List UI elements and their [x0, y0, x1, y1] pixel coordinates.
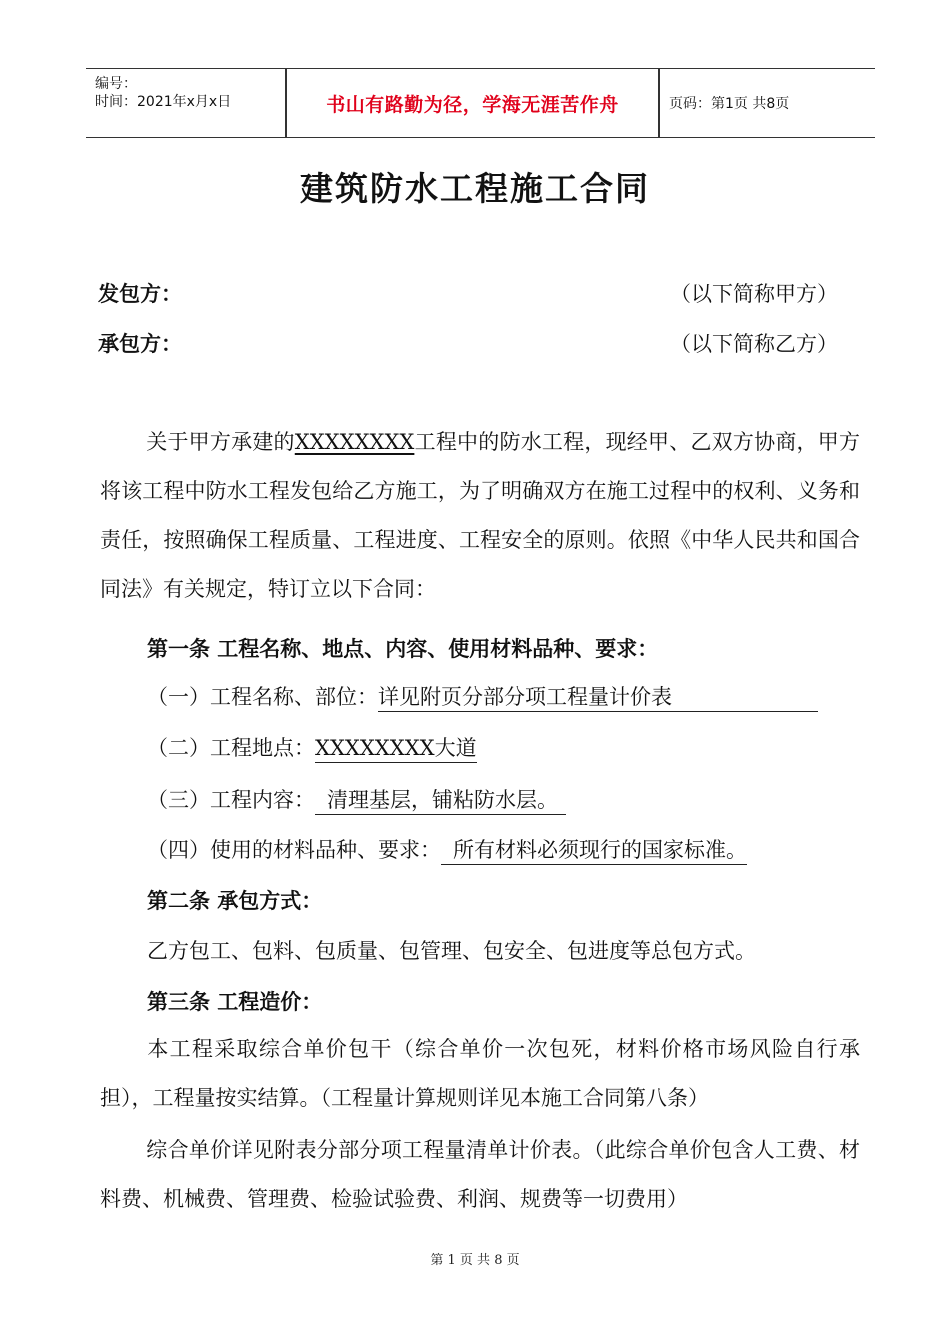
item-3-label: （三）工程内容：	[147, 788, 315, 812]
article-1-heading: 第一条 工程名称、地点、内容、使用材料品种、要求：	[147, 637, 659, 661]
party-a-row	[98, 278, 838, 308]
serial-number-label: 编号：	[95, 76, 137, 92]
time-label: 时间：2021年x月x日	[95, 94, 232, 110]
party-a-note: （以下简称甲方）	[670, 282, 838, 306]
item-2-label: （二）工程地点：	[147, 736, 315, 760]
project-name-placeholder: XXXXXXXX	[294, 430, 415, 454]
header-motto: 书山有路勤为径，学海无涯苦作舟	[326, 93, 619, 116]
header-page-info: 页码：第1页 共8页	[669, 96, 790, 112]
article-3-paragraph-1	[100, 1025, 860, 1123]
party-b-label: 承包方：	[98, 332, 182, 356]
item-1	[147, 681, 818, 712]
item-3	[147, 784, 566, 815]
item-2-value: XXXXXXXX大道	[315, 735, 477, 763]
page-footer: 第 1 页 共 8 页	[430, 1253, 520, 1268]
header-divider	[658, 69, 660, 137]
intro-text: 工程中的防水工程，现经甲、乙双方协商，甲方将该工程中防水工程发包给乙方施工，为了明确双方在施工过程中的权利、义务和责任，按照确保工程质量、工程进度、工程安全的原则。依照《中华人民共和国合同法》有关规定，特订立以下合同：	[100, 430, 861, 601]
article-2-text: 乙方包工、包料、包质量、包管理、包安全、包进度等总包方式。	[147, 939, 756, 963]
party-b-row	[98, 328, 838, 358]
intro-paragraph	[100, 418, 860, 614]
party-b-note: （以下简称乙方）	[670, 332, 838, 356]
item-4-value: 所有材料必须现行的国家标准。	[441, 837, 747, 865]
header-meta	[86, 69, 285, 137]
document-title: 建筑防水工程施工合同	[300, 169, 650, 208]
item-2	[147, 732, 477, 763]
page-header	[86, 68, 875, 138]
item-4	[147, 834, 747, 865]
item-1-label: （一）工程名称、部位：	[147, 685, 378, 709]
article-3-heading: 第三条 工程造价：	[147, 990, 323, 1014]
article-2-heading: 第二条 承包方式：	[147, 889, 323, 913]
article-3-text-1: 本工程采取综合单价包干（综合单价一次包死，材料价格市场风险自行承担），工程量按实结算。（工程量计算规则详见本施工合同第八条）	[100, 1037, 860, 1110]
article-3-paragraph-2	[100, 1126, 860, 1224]
intro-text: 关于甲方承建的	[146, 430, 295, 454]
item-4-label: （四）使用的材料品种、要求：	[147, 838, 441, 862]
party-a-label: 发包方：	[98, 282, 182, 306]
item-3-value: 清理基层，铺粘防水层。	[315, 787, 566, 815]
article-3-text-2: 综合单价详见附表分部分项工程量清单计价表。（此综合单价包含人工费、材料费、机械费、管理费、检验试验费、利润、规费等一切费用）	[100, 1138, 860, 1211]
item-1-value: 详见附页分部分项工程量计价表	[378, 684, 818, 712]
